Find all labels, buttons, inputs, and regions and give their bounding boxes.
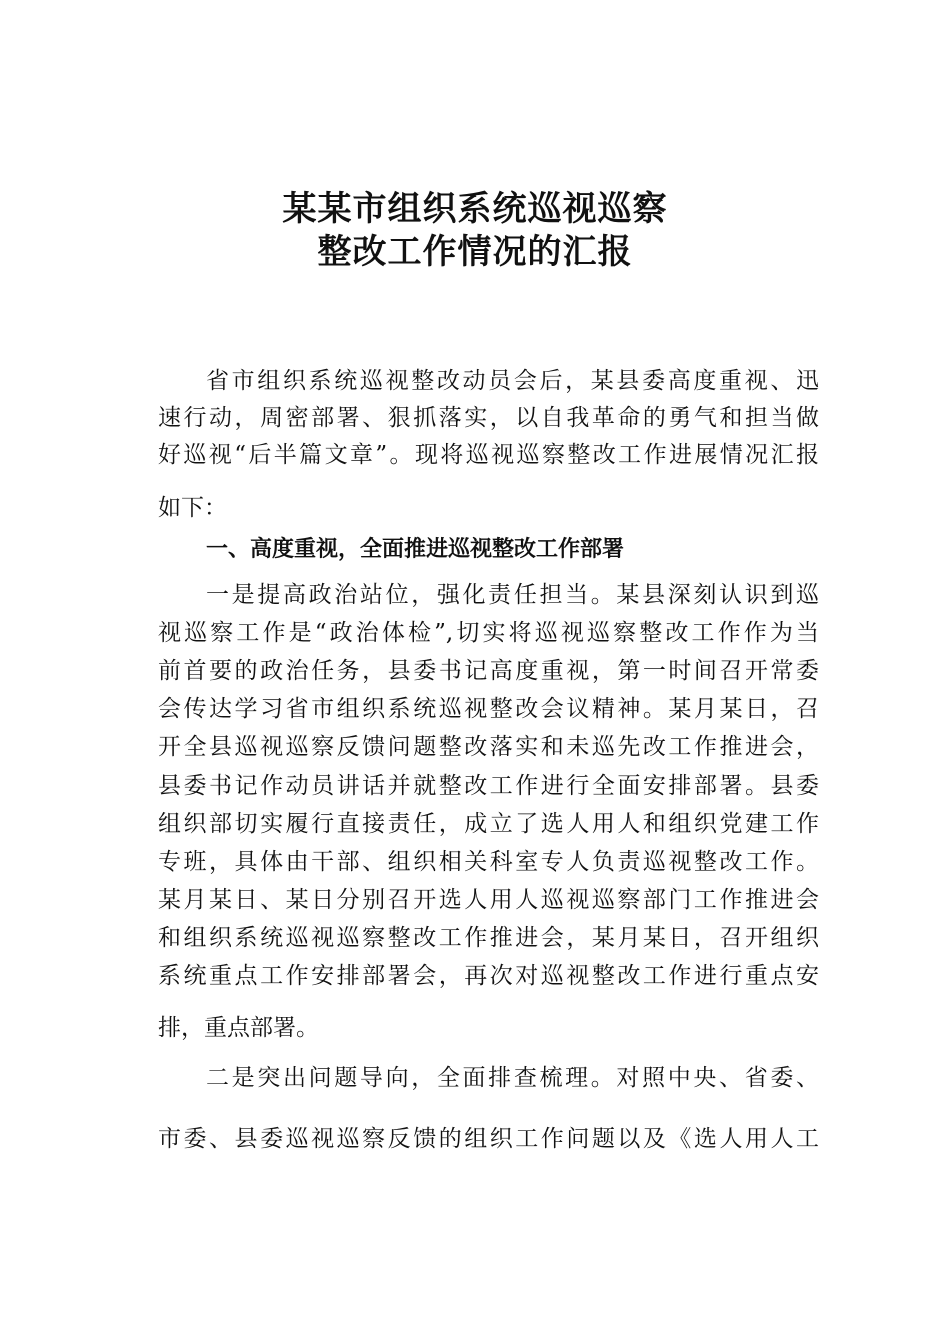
paragraph-one-line: 会传达学习省市组织系统巡视整改会议精神。某月某日，召: [158, 696, 819, 722]
paragraph-one-line: 专班，具体由干部、组织相关科室专人负责巡视整改工作。: [158, 849, 819, 875]
paragraph-one-line: 视巡察工作是“政治体检”,切实将巡视巡察整改工作作为当: [158, 620, 819, 646]
intro-paragraph-line: 如下：: [158, 495, 227, 521]
paragraph-one-line: 某月某日、某日分别召开选人用人巡视巡察部门工作推进会: [158, 887, 819, 913]
paragraph-one-line: 排，重点部署。: [158, 1015, 319, 1041]
intro-paragraph-line: 省市组织系统巡视整改动员会后，某县委高度重视、迅: [206, 368, 819, 394]
paragraph-two-line: 市委、县委巡视巡察反馈的组织工作问题以及《选人用人工: [158, 1126, 819, 1152]
paragraph-one-line: 一是提高政治站位，强化责任担当。某县深刻认识到巡: [206, 582, 819, 608]
paragraph-one-line: 前首要的政治任务，县委书记高度重视，第一时间召开常委: [158, 658, 819, 684]
paragraph-one-line: 系统重点工作安排部署会，再次对巡视整改工作进行重点安: [158, 963, 819, 989]
document-title-line-1: 某某市组织系统巡视巡察: [282, 189, 668, 229]
intro-paragraph-line: 速行动，周密部署、狠抓落实，以自我革命的勇气和担当做: [158, 405, 819, 431]
paragraph-one-line: 县委书记作动员讲话并就整改工作进行全面安排部署。县委: [158, 773, 819, 799]
paragraph-one-line: 开全县巡视巡察反馈问题整改落实和未巡先改工作推进会，: [158, 734, 819, 760]
paragraph-one-line: 和组织系统巡视巡察整改工作推进会，某月某日，召开组织: [158, 925, 819, 951]
section-heading: 一、高度重视，全面推进巡视整改工作部署: [206, 537, 625, 562]
paragraph-two-line: 二是突出问题导向，全面排查梳理。对照中央、省委、: [206, 1065, 819, 1091]
document-title-line-2: 整改工作情况的汇报: [317, 232, 633, 272]
intro-paragraph-line: 好巡视“后半篇文章”。现将巡视巡察整改工作进展情况汇报: [158, 442, 819, 468]
paragraph-one-line: 组织部切实履行直接责任，成立了选人用人和组织党建工作: [158, 811, 819, 837]
